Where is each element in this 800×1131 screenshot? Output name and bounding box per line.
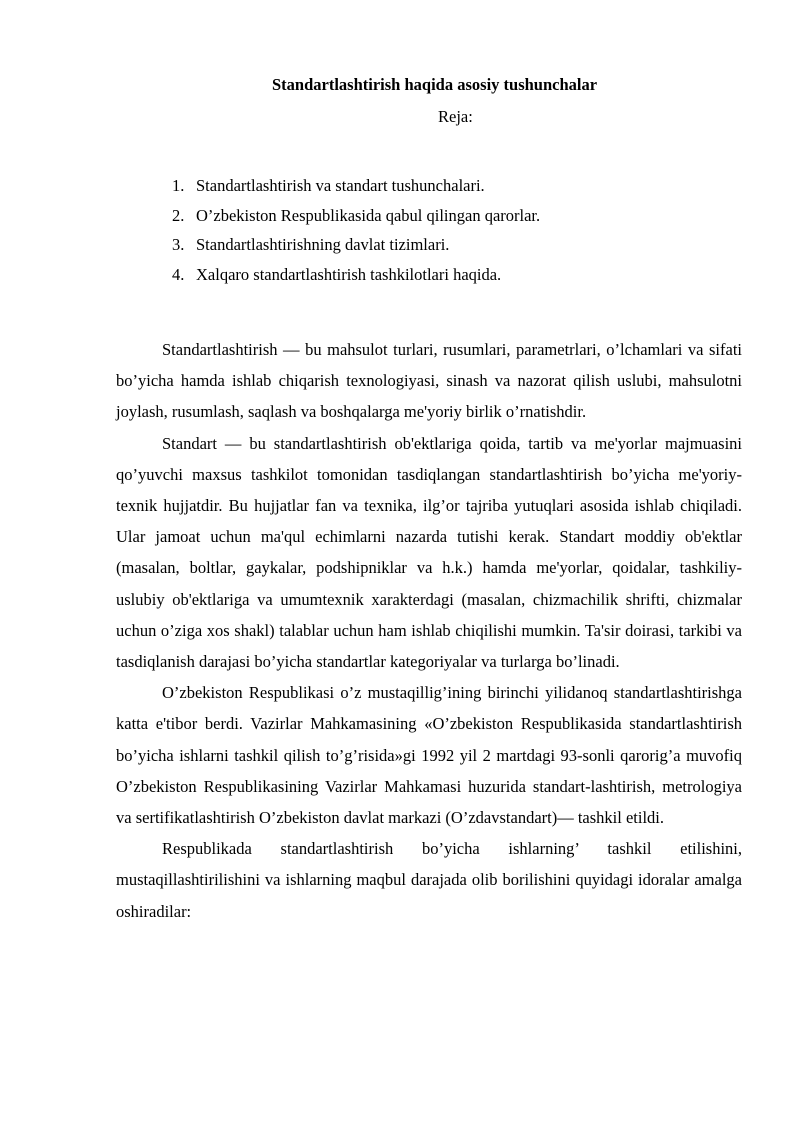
plan-item-text: Standartlashtirishning davlat tizimlari. <box>196 235 450 254</box>
paragraph-standard: Standart — bu standartlashtirish ob'ektlariga qoida, tartib va me'yorlar majmuasini qo’yuvchi maxsus tashkilot tomonidan tasdiqlangan standartlashtirish bo’yicha me'yoriy-texnik hujjatdir. Bu hujjatlar fan va texnika, ilg’or tajriba yutuqlari asosida ishlab chiqiladi. Ular jamoat uchun ma'qul echimlarni nazarda tutishi kerak. Standart moddiy ob'ektlar (masalan, boltlar, gaykalar, podshipniklar va h.k.) hamda me'yorlar, qoidalar, tashkiliy- uslubiy ob'ektlariga va umumtexnik xarakterdagi (masalan, chizmachilik shrifti, chizmalar uchun o’ziga xos shakl) talablar uchun ham ishlab chiqilishi mumkin. Ta'sir doirasi, tarkibi va tasdiqlanish darajasi bo’yicha standartlar kategoriyalar va turlarga bo’linadi. <box>116 433 742 672</box>
document-title: Standartlashtirish haqida asosiy tushunchalar <box>272 75 598 94</box>
plan-item-number: 1. <box>172 176 185 195</box>
plan-item <box>172 233 540 263</box>
paragraph-definition: Standartlashtirish — bu mahsulot turlari, rusumlari, parametrlari, o’lchamlari va sifati bo’yicha hamda ishlab chiqarish texnologiyasi, sinash va nazorat qilish uslubi, mahsulotni joylash, rusumlash, saqlash va boshqalarga me'yoriy birlik o’rnatishdir. <box>116 340 742 422</box>
plan-item <box>172 263 540 293</box>
plan-item-text: O’zbekiston Respublikasida qabul qilingan qarorlar. <box>196 205 541 225</box>
plan-item <box>172 174 540 204</box>
plan-list <box>172 174 540 292</box>
plan-item <box>172 204 540 234</box>
paragraph-organizations: Respublikada standartlashtirish bo’yicha ishlarning’ tashkil etilishini, mustaqillashtirilishini va ishlarning maqbul darajada olib borilishini quyidagi idoralar amalga oshiradilar: <box>116 839 742 921</box>
plan-item-number: 3. <box>172 235 185 254</box>
plan-item-text: Xalqaro standartlashtirish tashkilotlari haqida. <box>196 264 502 284</box>
paragraph-uzbekistan: O’zbekiston Respublikasi o’z mustaqillig’ining birinchi yilidanoq standartlashtirishga katta e'tibor berdi. Vazirlar Mahkamasining «O’zbekiston Respublikasida standartlashtirish bo’yicha ishlarni tashkil qilish to’g’risida»gi 1992 yil 2 martdagi 93-sonli qarorig’a muvofiq O’zbekiston Respublikasining Vazirlar Mahkamasi huzurida standart-lashtirish, metrologiya va sertifikatlashtirish O’zbekiston davlat markazi (O’zdavstandart)— tashkil etildi. <box>116 683 742 828</box>
plan-heading: Reja: <box>438 107 473 126</box>
plan-item-number: 4. <box>172 264 185 284</box>
plan-item-text: Standartlashtirish va standart tushunchalari. <box>196 176 485 195</box>
body-text <box>116 334 742 927</box>
plan-item-number: 2. <box>172 205 185 225</box>
